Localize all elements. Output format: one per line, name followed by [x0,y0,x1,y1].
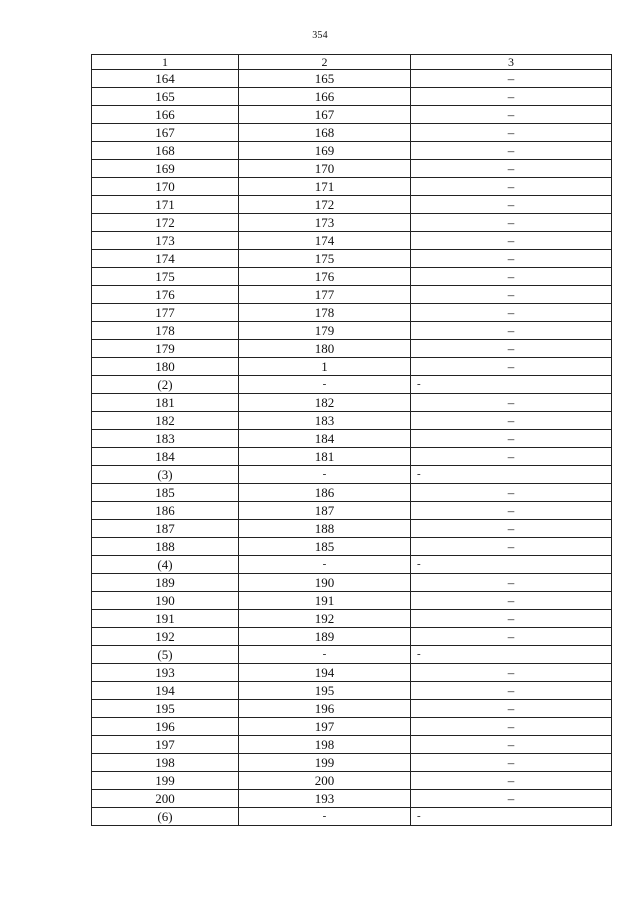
cell-col-3: – [411,268,612,286]
cell-col-3: – [411,718,612,736]
table-row [92,700,612,718]
separator-row [92,808,612,826]
cell-col-1: 171 [92,196,239,214]
cell-col-2: 181 [239,448,411,466]
cell-col-1: 182 [92,412,239,430]
cell-col-3: – [411,250,612,268]
table-row [92,232,612,250]
cell-col-2: 198 [239,736,411,754]
cell-col-1: 198 [92,754,239,772]
cell-col-3: – [411,502,612,520]
column-header-3: 3 [411,55,612,70]
cell-col-2: 183 [239,412,411,430]
cell-col-1: 197 [92,736,239,754]
cell-col-2: 167 [239,106,411,124]
cell-col-2: 172 [239,196,411,214]
cell-col-2: 199 [239,754,411,772]
cell-col-1: 168 [92,142,239,160]
cell-col-3: – [411,610,612,628]
cell-col-2: 169 [239,142,411,160]
cell-col-3: – [411,286,612,304]
table-row [92,124,612,142]
cell-col-2: 190 [239,574,411,592]
cell-col-3: – [411,772,612,790]
cell-col-3: – [411,394,612,412]
cell-col-3: - [411,646,612,664]
cell-col-3: - [411,556,612,574]
header-row [92,55,612,70]
cell-col-3: - [411,808,612,826]
table-row [92,196,612,214]
cell-col-2: 194 [239,664,411,682]
cell-col-3: - [411,466,612,484]
cell-col-1: 165 [92,88,239,106]
cell-col-2: 173 [239,214,411,232]
cell-col-2: - [239,376,411,394]
table-row [92,304,612,322]
cell-col-2: 182 [239,394,411,412]
cell-col-1: 181 [92,394,239,412]
cell-col-2: 1 [239,358,411,376]
cell-col-1: 174 [92,250,239,268]
cell-col-3: – [411,484,612,502]
cell-col-2: 196 [239,700,411,718]
table-row [92,718,612,736]
cell-col-1: 173 [92,232,239,250]
table-row [92,160,612,178]
cell-col-3: – [411,358,612,376]
table-row [92,214,612,232]
cell-col-1: 177 [92,304,239,322]
cell-col-3: – [411,538,612,556]
cell-col-2: 188 [239,520,411,538]
cell-col-1: 189 [92,574,239,592]
cell-col-3: – [411,106,612,124]
table-row [92,412,612,430]
cell-col-1: 176 [92,286,239,304]
cell-col-1: 190 [92,592,239,610]
cell-col-2: 186 [239,484,411,502]
cell-col-1: 184 [92,448,239,466]
table-row [92,358,612,376]
cell-col-2: 166 [239,88,411,106]
cell-col-1: 164 [92,70,239,88]
cell-col-3: – [411,124,612,142]
cell-col-1: 186 [92,502,239,520]
table-row [92,520,612,538]
cell-col-2: 174 [239,232,411,250]
cell-col-1: 167 [92,124,239,142]
table-row [92,682,612,700]
table-body [92,70,612,826]
cell-col-3: – [411,628,612,646]
cell-col-2: 171 [239,178,411,196]
cell-col-1: 183 [92,430,239,448]
cell-col-2: 179 [239,322,411,340]
cell-col-2: - [239,808,411,826]
cell-col-1: 179 [92,340,239,358]
cell-col-1: 188 [92,538,239,556]
table-row [92,628,612,646]
cell-col-3: – [411,88,612,106]
cell-col-2: 189 [239,628,411,646]
table-row [92,502,612,520]
cell-col-2: 191 [239,592,411,610]
cell-col-2: 197 [239,718,411,736]
cell-col-1: 195 [92,700,239,718]
separator-row [92,376,612,394]
table-row [92,88,612,106]
cell-col-3: – [411,700,612,718]
separator-row [92,646,612,664]
cell-col-3: - [411,376,612,394]
table-row [92,538,612,556]
table-row [92,610,612,628]
table-row [92,322,612,340]
cell-col-2: 178 [239,304,411,322]
table-row [92,268,612,286]
cell-col-2: 195 [239,682,411,700]
table-row [92,142,612,160]
cell-col-2: 185 [239,538,411,556]
cell-col-1: 200 [92,790,239,808]
cell-col-2: 175 [239,250,411,268]
cell-col-3: – [411,448,612,466]
cell-col-2: - [239,466,411,484]
table-row [92,178,612,196]
cell-col-3: – [411,664,612,682]
table-row [92,430,612,448]
cell-col-1: (5) [92,646,239,664]
table-row [92,790,612,808]
cell-col-1: 175 [92,268,239,286]
cell-col-2: - [239,646,411,664]
cell-col-2: 187 [239,502,411,520]
column-header-2: 2 [239,55,411,70]
table-row [92,754,612,772]
cell-col-1: 170 [92,178,239,196]
data-table [91,54,612,826]
cell-col-2: 177 [239,286,411,304]
cell-col-3: – [411,340,612,358]
cell-col-3: – [411,736,612,754]
cell-col-3: – [411,574,612,592]
table-row [92,592,612,610]
cell-col-3: – [411,232,612,250]
cell-col-2: 165 [239,70,411,88]
table-header [92,55,612,70]
cell-col-2: 180 [239,340,411,358]
cell-col-3: – [411,322,612,340]
cell-col-1: 178 [92,322,239,340]
cell-col-1: 166 [92,106,239,124]
cell-col-1: 169 [92,160,239,178]
cell-col-3: – [411,520,612,538]
cell-col-1: 191 [92,610,239,628]
cell-col-2: 176 [239,268,411,286]
cell-col-2: 184 [239,430,411,448]
cell-col-3: – [411,160,612,178]
table-row [92,574,612,592]
cell-col-2: 170 [239,160,411,178]
table-row [92,664,612,682]
table-row [92,772,612,790]
table-row [92,394,612,412]
cell-col-2: 193 [239,790,411,808]
table-row [92,448,612,466]
cell-col-3: – [411,754,612,772]
table-row [92,736,612,754]
cell-col-1: (6) [92,808,239,826]
cell-col-1: 193 [92,664,239,682]
separator-row [92,556,612,574]
cell-col-1: (2) [92,376,239,394]
cell-col-3: – [411,178,612,196]
table-row [92,340,612,358]
cell-col-1: 199 [92,772,239,790]
table-row [92,484,612,502]
cell-col-3: – [411,142,612,160]
cell-col-3: – [411,790,612,808]
separator-row [92,466,612,484]
cell-col-1: 196 [92,718,239,736]
page-number: 354 [312,30,328,41]
cell-col-2: - [239,556,411,574]
cell-col-1: 180 [92,358,239,376]
cell-col-1: (3) [92,466,239,484]
cell-col-3: – [411,304,612,322]
table-row [92,250,612,268]
cell-col-3: – [411,430,612,448]
cell-col-1: 192 [92,628,239,646]
cell-col-3: – [411,196,612,214]
cell-col-3: – [411,682,612,700]
cell-col-1: 185 [92,484,239,502]
column-header-1: 1 [92,55,239,70]
cell-col-2: 200 [239,772,411,790]
cell-col-3: – [411,70,612,88]
cell-col-3: – [411,412,612,430]
cell-col-1: 187 [92,520,239,538]
cell-col-2: 192 [239,610,411,628]
cell-col-1: 172 [92,214,239,232]
table-row [92,286,612,304]
table-row [92,106,612,124]
cell-col-1: (4) [92,556,239,574]
cell-col-1: 194 [92,682,239,700]
cell-col-3: – [411,214,612,232]
cell-col-2: 168 [239,124,411,142]
cell-col-3: – [411,592,612,610]
table-row [92,70,612,88]
